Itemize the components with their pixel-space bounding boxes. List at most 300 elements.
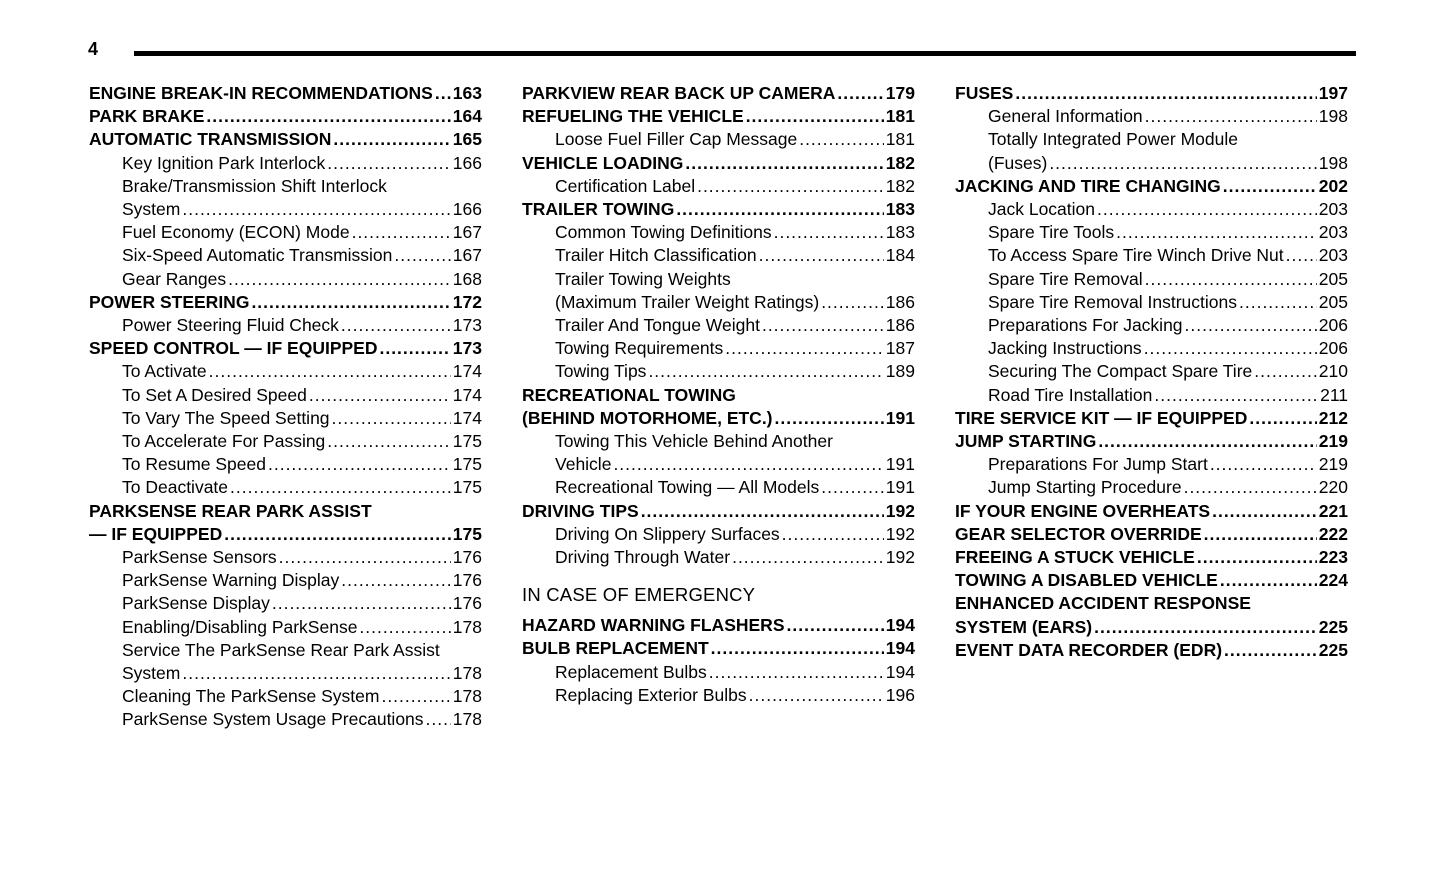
toc-page-number: 202 bbox=[1318, 175, 1348, 196]
toc-entry-title: PARKVIEW REAR BACK UP CAMERA bbox=[522, 83, 836, 103]
toc-entry-title: ParkSense System Usage Precautions bbox=[122, 709, 424, 730]
toc-subentry[interactable] bbox=[522, 546, 915, 569]
dot-leader bbox=[787, 614, 884, 637]
dot-leader bbox=[435, 82, 451, 105]
dot-leader bbox=[182, 662, 450, 685]
toc-page-number: 165 bbox=[452, 129, 482, 150]
toc-entry-title: Spare Tire Removal Instructions bbox=[988, 291, 1237, 312]
dot-leader bbox=[251, 291, 450, 314]
toc-page-number: 175 bbox=[452, 523, 482, 544]
toc-subentry[interactable] bbox=[955, 244, 1348, 267]
toc-subentry[interactable] bbox=[89, 407, 482, 430]
toc-page-number: 211 bbox=[1320, 384, 1348, 405]
toc-entry[interactable] bbox=[522, 152, 915, 175]
dot-leader bbox=[1097, 198, 1317, 221]
toc-subentry[interactable] bbox=[89, 453, 482, 476]
toc-entry-title: To Activate bbox=[122, 361, 207, 382]
toc-page-number: 174 bbox=[452, 407, 482, 428]
toc-entry-title: TOWING A DISABLED VEHICLE bbox=[955, 570, 1218, 591]
toc-page-number: 219 bbox=[1318, 431, 1348, 452]
toc-entry-title: Towing Tips bbox=[555, 361, 647, 382]
dot-leader bbox=[332, 407, 451, 430]
toc-subentry[interactable] bbox=[89, 360, 482, 383]
toc-page-number: 198 bbox=[1318, 152, 1348, 173]
toc-subentry[interactable] bbox=[955, 337, 1348, 360]
toc-entry[interactable] bbox=[955, 569, 1348, 592]
dot-leader bbox=[697, 175, 884, 198]
toc-entry-title: ParkSense Display bbox=[122, 593, 270, 614]
toc-page-number: 212 bbox=[1318, 407, 1348, 428]
header-rule bbox=[134, 51, 1356, 56]
toc-page-number: 187 bbox=[885, 338, 915, 359]
toc-page-number: 179 bbox=[885, 83, 915, 103]
toc-subentry[interactable] bbox=[89, 476, 482, 499]
dot-leader bbox=[732, 546, 884, 569]
toc-entry[interactable] bbox=[955, 616, 1348, 639]
toc-subentry[interactable] bbox=[522, 661, 915, 684]
toc-entry[interactable] bbox=[522, 614, 915, 637]
toc-entry-title: POWER STEERING bbox=[89, 291, 250, 312]
dot-leader bbox=[821, 291, 884, 314]
dot-leader bbox=[1197, 546, 1317, 569]
dot-leader bbox=[224, 523, 451, 546]
toc-entry-title: General Information bbox=[988, 106, 1143, 127]
toc-entry-title: (Fuses) bbox=[988, 152, 1048, 173]
toc-page-number: 219 bbox=[1318, 454, 1348, 475]
toc-page-number: 186 bbox=[885, 291, 915, 312]
toc-subentry bbox=[89, 175, 482, 198]
dot-leader bbox=[1204, 523, 1317, 546]
dot-leader bbox=[775, 407, 884, 430]
toc-entry-title: RECREATIONAL TOWING bbox=[522, 384, 736, 405]
toc-entry[interactable] bbox=[522, 105, 915, 128]
toc-entry[interactable] bbox=[89, 291, 482, 314]
toc-subentry[interactable] bbox=[522, 453, 915, 476]
toc-subentry[interactable] bbox=[522, 291, 915, 314]
toc-entry-title: Preparations For Jacking bbox=[988, 315, 1183, 336]
dot-leader bbox=[268, 453, 451, 476]
toc-entry-title: HAZARD WARNING FLASHERS bbox=[522, 615, 785, 636]
toc-page-number: 206 bbox=[1318, 338, 1348, 359]
toc-entry-title: Preparations For Jump Start bbox=[988, 454, 1208, 475]
toc-entry-title: To Deactivate bbox=[122, 477, 229, 498]
toc-page-number: 220 bbox=[1318, 477, 1348, 498]
dot-leader bbox=[1094, 616, 1317, 639]
toc-entry-title: PARKSENSE REAR PARK ASSIST bbox=[89, 500, 372, 521]
dot-leader bbox=[209, 360, 451, 383]
toc-entry-title: GEAR SELECTOR OVERRIDE bbox=[955, 523, 1202, 544]
toc-page-number: 175 bbox=[452, 431, 482, 452]
toc-page-number: 178 bbox=[452, 686, 482, 707]
toc-column-1 bbox=[89, 82, 482, 732]
toc-entry-title: ENHANCED ACCIDENT RESPONSE bbox=[955, 593, 1251, 614]
toc-entry[interactable] bbox=[955, 546, 1348, 569]
toc-subentry[interactable] bbox=[89, 569, 482, 592]
toc-page-number: 194 bbox=[885, 638, 915, 659]
toc-entry-title: ParkSense Sensors bbox=[122, 547, 277, 568]
dot-leader bbox=[799, 128, 884, 151]
toc-subentry[interactable] bbox=[955, 476, 1348, 499]
toc-page-number: 173 bbox=[452, 315, 482, 336]
toc-page-number: 192 bbox=[885, 523, 915, 544]
toc-subentry[interactable] bbox=[955, 105, 1348, 128]
toc-subentry[interactable] bbox=[89, 546, 482, 569]
toc-entry-title: JUMP STARTING bbox=[955, 431, 1097, 452]
dot-leader bbox=[1144, 337, 1317, 360]
toc-subentry[interactable] bbox=[89, 314, 482, 337]
toc-page-number: 192 bbox=[885, 500, 915, 521]
toc-page-number: 176 bbox=[452, 593, 482, 614]
toc-entry-title: To Access Spare Tire Winch Drive Nut bbox=[988, 245, 1284, 266]
toc-entry[interactable] bbox=[522, 637, 915, 660]
toc-page-number: 183 bbox=[885, 222, 915, 243]
toc-entry-title: Jack Location bbox=[988, 199, 1096, 220]
dot-leader bbox=[333, 128, 450, 151]
toc-entry-title: Key Ignition Park Interlock bbox=[122, 152, 326, 173]
toc-page-number: 221 bbox=[1318, 500, 1348, 521]
toc-subentry[interactable] bbox=[955, 384, 1348, 407]
dot-leader bbox=[327, 152, 451, 175]
toc-entry bbox=[522, 384, 915, 407]
toc-entry[interactable] bbox=[955, 82, 1348, 105]
toc-entry-title: System bbox=[122, 199, 181, 220]
dot-leader bbox=[1223, 175, 1317, 198]
toc-page-number: 191 bbox=[885, 407, 915, 428]
toc-page-number: 205 bbox=[1318, 291, 1348, 312]
toc-subentry bbox=[89, 639, 482, 662]
toc-column-2 bbox=[522, 82, 915, 707]
toc-page-number: 164 bbox=[452, 106, 482, 127]
toc-page-number: 172 bbox=[452, 291, 482, 312]
toc-entry[interactable] bbox=[89, 128, 482, 151]
toc-entry[interactable] bbox=[955, 407, 1348, 430]
toc-entry-title: Jump Starting Procedure bbox=[988, 477, 1182, 498]
toc-page-number: 173 bbox=[452, 338, 482, 359]
toc-entry[interactable] bbox=[955, 639, 1348, 662]
toc-entry-title: Enabling/Disabling ParkSense bbox=[122, 616, 358, 637]
dot-leader bbox=[426, 708, 451, 731]
toc-entry-title: BULB REPLACEMENT bbox=[522, 638, 709, 659]
toc-subentry[interactable] bbox=[89, 198, 482, 221]
toc-entry-title: To Set A Desired Speed bbox=[122, 384, 307, 405]
toc-subentry[interactable] bbox=[89, 384, 482, 407]
dot-leader bbox=[709, 661, 884, 684]
dot-leader bbox=[309, 384, 451, 407]
toc-subentry[interactable] bbox=[522, 314, 915, 337]
toc-entry-title: PARK BRAKE bbox=[89, 106, 205, 127]
toc-page-number: 192 bbox=[885, 547, 915, 568]
dot-leader bbox=[182, 198, 450, 221]
toc-entry-title: System bbox=[122, 663, 181, 684]
dot-leader bbox=[1212, 500, 1317, 523]
toc-entry-title: (Maximum Trailer Weight Ratings) bbox=[555, 291, 820, 312]
toc-page-number: 178 bbox=[452, 709, 482, 730]
toc-entry-title: Driving On Slippery Surfaces bbox=[555, 523, 780, 544]
toc-entry[interactable] bbox=[89, 523, 482, 546]
toc-subentry[interactable] bbox=[955, 291, 1348, 314]
toc-entry-title: Trailer Towing Weights bbox=[555, 268, 731, 289]
toc-entry[interactable] bbox=[955, 523, 1348, 546]
toc-entry-title: — IF EQUIPPED bbox=[89, 523, 223, 544]
toc-entry[interactable] bbox=[89, 82, 482, 105]
toc-entry-title: Certification Label bbox=[555, 175, 696, 196]
dot-leader bbox=[762, 314, 884, 337]
toc-page-number: 194 bbox=[885, 615, 915, 636]
toc-page-number: 178 bbox=[452, 616, 482, 637]
toc-page-number: 222 bbox=[1318, 523, 1348, 544]
toc-entry-title: Towing Requirements bbox=[555, 338, 724, 359]
toc-entry-title: Trailer Hitch Classification bbox=[555, 245, 757, 266]
toc-page-number: 203 bbox=[1318, 199, 1348, 220]
dot-leader bbox=[1184, 476, 1317, 499]
toc-entry-title: Spare Tire Removal bbox=[988, 268, 1143, 289]
dot-leader bbox=[641, 500, 884, 523]
dot-leader bbox=[352, 221, 451, 244]
toc-page-number: 163 bbox=[452, 83, 482, 103]
dot-leader bbox=[1254, 360, 1317, 383]
toc-entry-title: Six-Speed Automatic Transmission bbox=[122, 245, 393, 266]
dot-leader bbox=[359, 616, 450, 639]
toc-subentry[interactable] bbox=[522, 360, 915, 383]
toc-page-number: 189 bbox=[885, 361, 915, 382]
toc-subentry[interactable] bbox=[89, 592, 482, 615]
toc-entry[interactable] bbox=[522, 198, 915, 221]
toc-entry[interactable] bbox=[522, 407, 915, 430]
toc-entry-title: JACKING AND TIRE CHANGING bbox=[955, 175, 1221, 196]
dot-leader bbox=[774, 221, 884, 244]
toc-subentry[interactable] bbox=[89, 685, 482, 708]
toc-page-number: 225 bbox=[1318, 616, 1348, 637]
toc-subentry[interactable] bbox=[522, 244, 915, 267]
toc-page-number: 174 bbox=[452, 384, 482, 405]
toc-entry-title: Totally Integrated Power Module bbox=[988, 129, 1238, 150]
dot-leader bbox=[613, 453, 883, 476]
dot-leader bbox=[327, 430, 451, 453]
toc-subentry[interactable] bbox=[522, 175, 915, 198]
toc-entry-title: Service The ParkSense Rear Park Assist bbox=[122, 639, 440, 660]
dot-leader bbox=[676, 198, 883, 221]
toc-page-number: 196 bbox=[885, 684, 915, 705]
toc-entry-title: VEHICLE LOADING bbox=[522, 152, 684, 173]
toc-entry-title: Fuel Economy (ECON) Mode bbox=[122, 222, 350, 243]
toc-entry-title: Vehicle bbox=[555, 454, 612, 475]
dot-leader bbox=[725, 337, 884, 360]
toc-entry-title: EVENT DATA RECORDER (EDR) bbox=[955, 639, 1223, 660]
toc-page-number: 175 bbox=[452, 477, 482, 498]
dot-leader bbox=[1210, 453, 1317, 476]
toc-subentry[interactable] bbox=[522, 337, 915, 360]
dot-leader bbox=[1224, 639, 1317, 662]
toc-entry-title: ParkSense Warning Display bbox=[122, 570, 340, 591]
toc-entry[interactable] bbox=[955, 500, 1348, 523]
toc-entry-title: Trailer And Tongue Weight bbox=[555, 315, 760, 336]
toc-page-number: 191 bbox=[885, 477, 915, 498]
toc-subentry[interactable] bbox=[955, 221, 1348, 244]
toc-subentry[interactable] bbox=[89, 244, 482, 267]
toc-subentry[interactable] bbox=[89, 152, 482, 175]
toc-entry bbox=[955, 592, 1348, 615]
toc-entry-title: Recreational Towing — All Models bbox=[555, 477, 820, 498]
toc-entry bbox=[89, 500, 482, 523]
toc-entry-title: FUSES bbox=[955, 83, 1014, 103]
toc-entry-title: Gear Ranges bbox=[122, 268, 227, 289]
toc-entry-title: To Vary The Speed Setting bbox=[122, 407, 330, 428]
toc-page-number: 210 bbox=[1318, 361, 1348, 382]
dot-leader bbox=[228, 268, 451, 291]
toc-subentry[interactable] bbox=[89, 268, 482, 291]
dot-leader bbox=[394, 244, 450, 267]
toc-subentry[interactable] bbox=[522, 221, 915, 244]
dot-leader bbox=[1116, 221, 1317, 244]
dot-leader bbox=[381, 685, 450, 708]
toc-entry-title: Power Steering Fluid Check bbox=[122, 315, 339, 336]
dot-leader bbox=[1154, 384, 1318, 407]
toc-entry-title: Securing The Compact Spare Tire bbox=[988, 361, 1253, 382]
toc-page-number: 225 bbox=[1318, 639, 1348, 660]
dot-leader bbox=[711, 637, 884, 660]
dot-leader bbox=[648, 360, 883, 383]
toc-entry-title: To Resume Speed bbox=[122, 454, 266, 475]
toc-entry-title: Replacing Exterior Bulbs bbox=[555, 684, 747, 705]
toc-page-number: 223 bbox=[1318, 547, 1348, 568]
toc-entry-title: Common Towing Definitions bbox=[555, 222, 772, 243]
toc-entry-title: Road Tire Installation bbox=[988, 384, 1153, 405]
toc-page-number: 203 bbox=[1318, 245, 1348, 266]
dot-leader bbox=[759, 244, 884, 267]
toc-page-number: 197 bbox=[1318, 83, 1348, 103]
toc-entry[interactable] bbox=[522, 82, 915, 105]
dot-leader bbox=[685, 152, 883, 175]
toc-page-number: 194 bbox=[885, 661, 915, 682]
toc-subentry[interactable] bbox=[89, 616, 482, 639]
toc-subentry[interactable] bbox=[89, 430, 482, 453]
dot-leader bbox=[230, 476, 451, 499]
dot-leader bbox=[1098, 430, 1316, 453]
toc-entry-title: Cleaning The ParkSense System bbox=[122, 686, 380, 707]
dot-leader bbox=[1220, 569, 1317, 592]
dot-leader bbox=[821, 476, 884, 499]
toc-entry-title: Replacement Bulbs bbox=[555, 661, 707, 682]
toc-subentry[interactable] bbox=[522, 523, 915, 546]
toc-subentry[interactable] bbox=[955, 453, 1348, 476]
dot-leader bbox=[1145, 268, 1317, 291]
page-number: 4 bbox=[88, 39, 99, 59]
toc-page-number: 174 bbox=[452, 361, 482, 382]
toc-subentry[interactable] bbox=[522, 684, 915, 707]
toc-page-number: 182 bbox=[885, 152, 915, 173]
toc-entry-title: Towing This Vehicle Behind Another bbox=[555, 431, 833, 452]
toc-entry-title: IF YOUR ENGINE OVERHEATS bbox=[955, 500, 1211, 521]
dot-leader bbox=[379, 337, 450, 360]
toc-subentry bbox=[955, 128, 1348, 151]
toc-subentry[interactable] bbox=[955, 314, 1348, 337]
toc-entry-title: REFUELING THE VEHICLE bbox=[522, 106, 744, 127]
dot-leader bbox=[341, 569, 451, 592]
dot-leader bbox=[782, 523, 884, 546]
toc-subentry bbox=[522, 430, 915, 453]
toc-entry-title: Jacking Instructions bbox=[988, 338, 1142, 359]
dot-leader bbox=[341, 314, 451, 337]
toc-subentry[interactable] bbox=[955, 152, 1348, 175]
toc-subentry[interactable] bbox=[522, 476, 915, 499]
toc-page-number: 166 bbox=[452, 199, 482, 220]
toc-subentry bbox=[522, 268, 915, 291]
toc-entry[interactable] bbox=[955, 175, 1348, 198]
section-heading: IN CASE OF EMERGENCY bbox=[522, 584, 756, 606]
toc-page-number: 186 bbox=[885, 315, 915, 336]
toc-entry[interactable] bbox=[89, 337, 482, 360]
dot-leader bbox=[1286, 244, 1317, 267]
toc-page-number: 206 bbox=[1318, 315, 1348, 336]
toc-page-number: 178 bbox=[452, 663, 482, 684]
toc-column-3 bbox=[955, 82, 1348, 662]
toc-entry-title: SPEED CONTROL — IF EQUIPPED bbox=[89, 338, 378, 359]
toc-page-number: 167 bbox=[452, 245, 482, 266]
toc-entry-title: DRIVING TIPS bbox=[522, 500, 639, 521]
toc-page-number: 191 bbox=[885, 454, 915, 475]
toc-page-number: 181 bbox=[885, 129, 915, 150]
toc-page-number: 203 bbox=[1318, 222, 1348, 243]
toc-page-number: 224 bbox=[1318, 570, 1348, 591]
dot-leader bbox=[272, 592, 451, 615]
toc-entry-title: Spare Tire Tools bbox=[988, 222, 1115, 243]
toc-subentry[interactable] bbox=[955, 360, 1348, 383]
dot-leader bbox=[837, 82, 883, 105]
toc-entry-title: AUTOMATIC TRANSMISSION bbox=[89, 129, 332, 150]
dot-leader bbox=[206, 105, 450, 128]
toc-entry[interactable] bbox=[522, 500, 915, 523]
toc-subentry[interactable] bbox=[955, 268, 1348, 291]
toc-entry-title: To Accelerate For Passing bbox=[122, 431, 326, 452]
toc-entry[interactable] bbox=[89, 105, 482, 128]
toc-entry-title: Driving Through Water bbox=[555, 547, 731, 568]
dot-leader bbox=[1145, 105, 1317, 128]
dot-leader bbox=[1185, 314, 1317, 337]
toc-page-number: 175 bbox=[452, 454, 482, 475]
toc-page-number: 168 bbox=[452, 268, 482, 289]
toc-subentry[interactable] bbox=[522, 128, 915, 151]
toc-entry-title: Brake/Transmission Shift Interlock bbox=[122, 175, 387, 196]
toc-subentry[interactable] bbox=[955, 198, 1348, 221]
toc-page-number: 176 bbox=[452, 547, 482, 568]
toc-page-number: 167 bbox=[452, 222, 482, 243]
toc-page-number: 176 bbox=[452, 570, 482, 591]
toc-page-number: 166 bbox=[452, 152, 482, 173]
toc-subentry[interactable] bbox=[89, 662, 482, 685]
toc-page-number: 198 bbox=[1318, 106, 1348, 127]
dot-leader bbox=[1049, 152, 1316, 175]
dot-leader bbox=[1015, 82, 1316, 105]
toc-page-number: 205 bbox=[1318, 268, 1348, 289]
dot-leader bbox=[1249, 407, 1316, 430]
dot-leader bbox=[1239, 291, 1317, 314]
dot-leader bbox=[749, 684, 884, 707]
dot-leader bbox=[279, 546, 451, 569]
toc-entry-title: (BEHIND MOTORHOME, ETC.) bbox=[522, 407, 773, 428]
toc-subentry[interactable] bbox=[89, 708, 482, 731]
toc-subentry[interactable] bbox=[89, 221, 482, 244]
toc-entry-title: TRAILER TOWING bbox=[522, 199, 675, 220]
toc-entry-title: ENGINE BREAK-IN RECOMMENDATIONS bbox=[89, 83, 433, 103]
toc-entry[interactable] bbox=[955, 430, 1348, 453]
toc-page-number: 182 bbox=[885, 175, 915, 196]
toc-entry-title: TIRE SERVICE KIT — IF EQUIPPED bbox=[955, 407, 1248, 428]
toc-page-number: 183 bbox=[885, 199, 915, 220]
toc-page-number: 181 bbox=[885, 106, 915, 127]
dot-leader bbox=[746, 105, 884, 128]
toc-entry-title: FREEING A STUCK VEHICLE bbox=[955, 547, 1195, 568]
toc-page-number: 184 bbox=[885, 245, 915, 266]
